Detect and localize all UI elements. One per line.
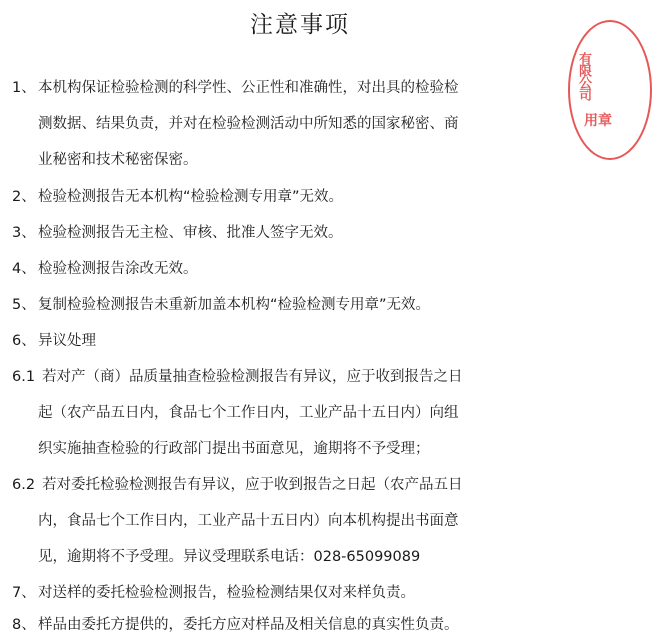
item-number: 3、 [12,225,36,241]
item-number: 8、 [12,617,36,633]
item-text-line: 检验检测报告涂改无效。 [38,261,198,277]
item-number: 4、 [12,261,36,277]
item-text-line: 检验检测报告无主检、审核、批准人签字无效。 [38,225,343,241]
page-title: 注意事项 [250,12,350,38]
item-text-line: 若对产（商）品质量抽查检验检测报告有异议，应于收到报告之日 [42,369,463,385]
item-text-line: 见，逾期将不予受理。异议受理联系电话：028-65099089 [38,549,421,565]
item-text-line: 检验检测报告无本机构“检验检测专用章”无效。 [38,189,344,205]
item-number: 1、 [12,80,36,96]
item-text-line: 本机构保证检验检测的科学性、公正性和准确性，对出具的检验检 [38,80,459,96]
item-text-line: 复制检验检测报告未重新加盖本机构“检验检测专用章”无效。 [38,297,431,313]
seal-text-bottom: 用章 [584,113,612,129]
notice-item-6-2 [0,467,590,575]
item-text-line: 若对委托检验检测报告有异议，应于收到报告之日起（农产品五日 [42,477,463,493]
item-number: 6.2 [12,477,36,493]
item-text-line: 异议处理 [38,333,96,349]
item-number: 5、 [12,297,36,313]
item-text-line: 织实施抽查检验的行政部门提出书面意见，逾期将不予受理； [38,441,430,457]
item-number: 6、 [12,333,36,349]
item-text-line: 业秘密和技术秘密保密。 [38,152,198,168]
item-number: 6.1 [12,369,36,385]
notice-item-6-1 [0,359,590,467]
item-text-line: 起（农产品五日内，食品七个工作日内，工业产品十五日内）向组 [38,405,459,421]
item-number: 2、 [12,189,36,205]
item-text-line: 内，食品七个工作日内，工业产品十五日内）向本机构提出书面意 [38,513,459,529]
seal-text-top: 有限公司 [576,52,591,100]
item-number: 7、 [12,585,36,601]
notice-item-1 [0,70,590,178]
item-text-line: 对送样的委托检验检测报告，检验检测结果仅对来样负责。 [38,585,415,601]
item-text-line: 测数据、结果负责，并对在检验检测活动中所知悉的国家秘密、商 [38,116,459,132]
item-text-line: 样品由委托方提供的，委托方应对样品及相关信息的真实性负责。 [38,617,459,633]
